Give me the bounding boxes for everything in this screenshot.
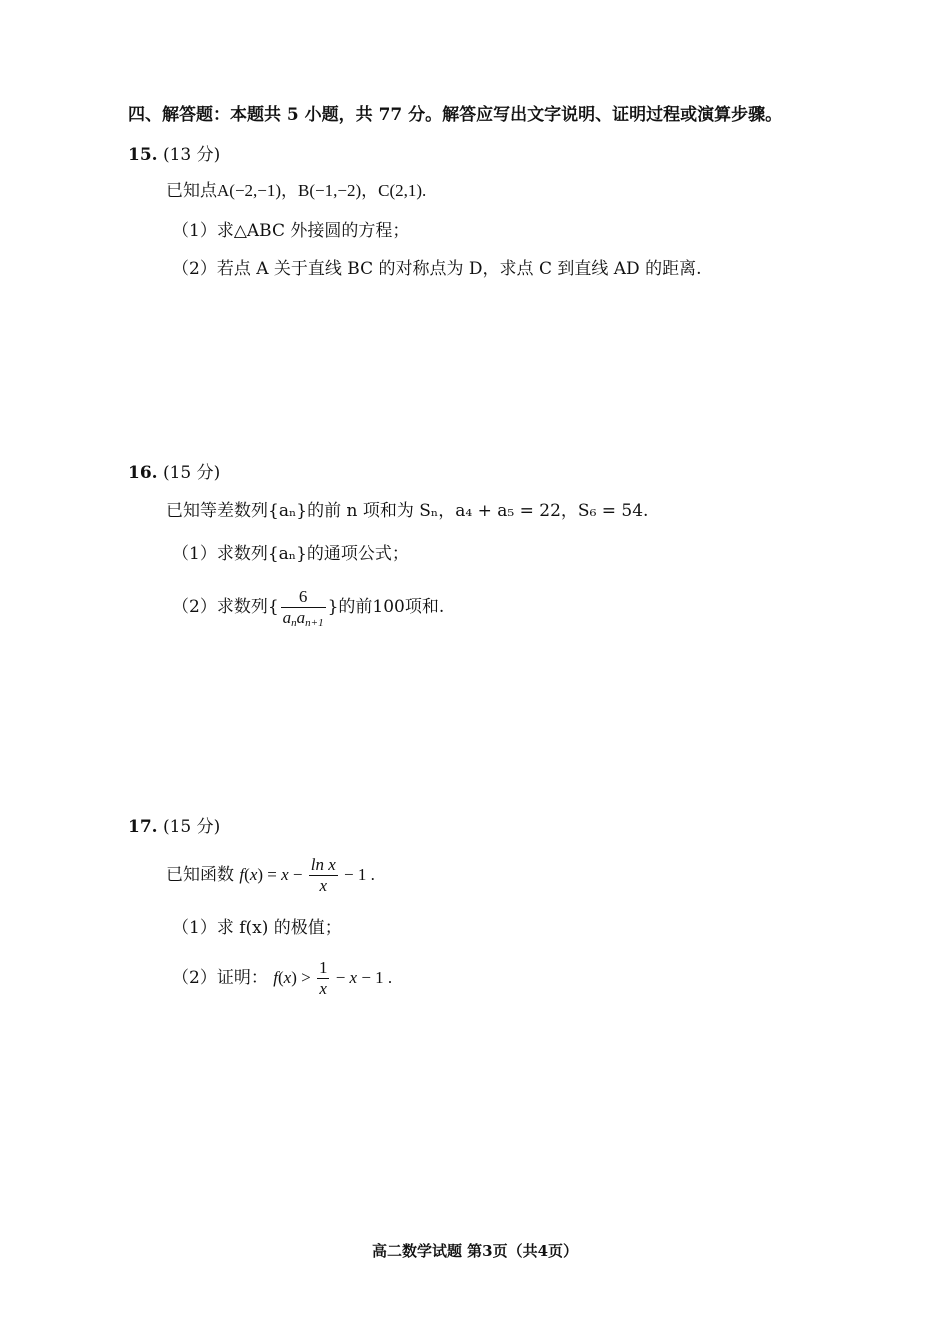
q16-header: [128, 462, 220, 484]
q17-part2: （2）证明： f(x) > $\frac{1}{x}$ − x − 1 .: [172, 958, 393, 998]
q15-part1: （1）求△ABC 外接圆的方程；: [172, 221, 410, 241]
q17-part2-fraction-numerator: 1: [318, 958, 328, 977]
q15-part2: （2）若点 A 关于直线 BC 的对称点为 D，求点 C 到直线 AD 的距离.: [172, 259, 702, 279]
q17-part2-fraction: [317, 958, 330, 999]
q16-part1: （1）求数列{aₙ}的通项公式；: [172, 544, 409, 564]
q16-part2-prefix: （2）求数列{: [172, 597, 279, 617]
q16-number: 16.: [128, 463, 158, 483]
q17-stem-fraction-denominator: x: [319, 876, 328, 895]
q17-stem-fraction: [309, 855, 338, 896]
page-footer: 高二数学试题 第3页（共4页）: [371, 1242, 579, 1260]
q16-fraction: [281, 587, 326, 628]
q16-stem: 已知等差数列{aₙ}的前 n 项和为 Sₙ，a₄ + a₅ = 22，S₆ = 54.: [166, 501, 649, 521]
q15-points: (13 分): [162, 145, 221, 165]
q16-fraction-numerator: 6: [281, 587, 326, 608]
q17-stem: 已知函数 f(x) = x − $\frac{\text{ln x}}{x}$ − 1 .: [166, 855, 375, 895]
q17-function: f: [239, 865, 245, 884]
q17-stem-fraction-numerator: ln x: [310, 855, 336, 874]
q16-points: (15 分): [162, 463, 221, 483]
q17-header: [128, 816, 220, 838]
q15-stem-text: 已知点: [166, 181, 217, 201]
section-heading: 四、解答题：本题共 5 小题，共 77 分。解答应写出文字说明、证明过程或演算步骤。: [128, 105, 783, 125]
q17-part2-fraction-denominator: x: [319, 979, 327, 998]
q16-part2: [172, 584, 444, 630]
q16-fraction-denominator: $a_na_{n+1}$: [282, 608, 324, 629]
q15-stem-points: A(−2,−1)，B(−1,−2)，C(2,1).: [217, 181, 427, 200]
q17-part1: （1）求 f(x) 的极值；: [172, 918, 342, 938]
q16-part2-suffix: }的前100项和.: [327, 597, 445, 617]
q15-header: [128, 144, 220, 166]
q17-number: 17.: [128, 817, 158, 837]
q15-number: 15.: [128, 145, 158, 165]
q17-part2-prefix: （2）证明：: [172, 968, 268, 988]
q17-points: (15 分): [162, 817, 221, 837]
q17-stem-text: 已知函数: [166, 865, 234, 885]
q15-stem: [166, 180, 426, 202]
